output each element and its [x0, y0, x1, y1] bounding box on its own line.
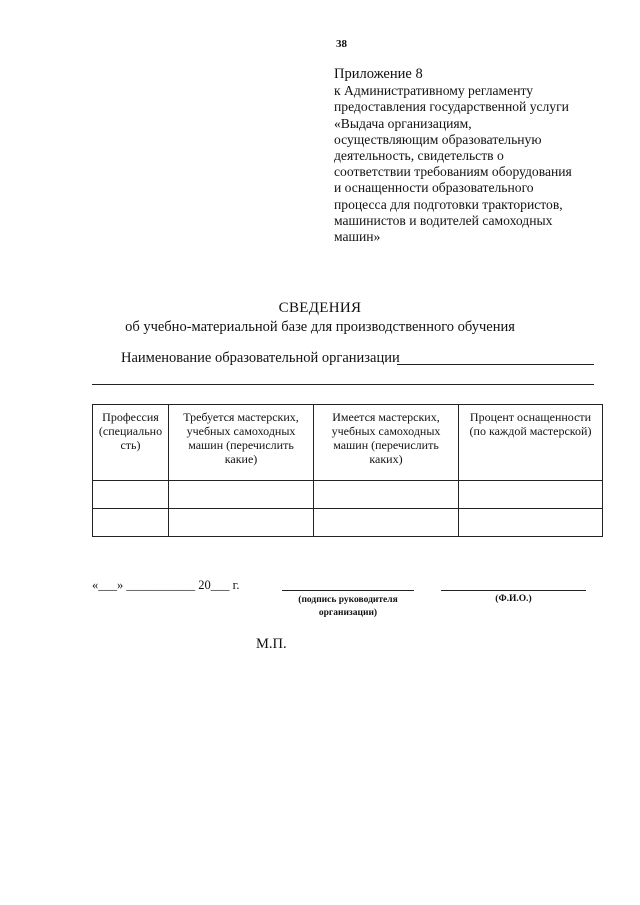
fio-caption: (Ф.И.О.): [495, 594, 532, 604]
organization-name-field[interactable]: [397, 364, 594, 365]
annex-line: и оснащенности образовательного: [334, 180, 534, 196]
table-cell[interactable]: [93, 481, 169, 509]
annex-line: процесса для подготовки трактористов,: [334, 196, 563, 212]
page-number: 38: [336, 38, 347, 50]
organization-name-field-continuation[interactable]: [92, 384, 594, 385]
table-header-row: [93, 405, 603, 481]
document-subheading: об учебно-материальной базе для производственного обучения: [125, 319, 515, 335]
table-row: [93, 509, 603, 537]
equipment-table: [92, 404, 603, 537]
annex-line: машинистов и водителей самоходных: [334, 212, 553, 228]
date-field[interactable]: «___» ___________ 20___ г.: [92, 578, 240, 592]
annex-line: деятельность, свидетельств о: [334, 148, 504, 164]
document-heading: СВЕДЕНИЯ: [278, 300, 362, 316]
column-header-profession: Профессия (специально сть): [93, 405, 169, 481]
table-cell[interactable]: [459, 481, 603, 509]
annex-line: осуществляющим образовательную: [334, 131, 542, 147]
column-header-percent: Процент оснащенности (по каждой мастерской): [459, 405, 603, 481]
table-cell[interactable]: [169, 509, 314, 537]
signature-field[interactable]: [282, 590, 414, 591]
annex-block: [334, 66, 624, 245]
fio-field[interactable]: [441, 590, 586, 591]
table-cell[interactable]: [314, 509, 459, 537]
table-row: [93, 481, 603, 509]
annex-line: к Административному регламенту: [334, 83, 534, 99]
annex-title: Приложение 8: [334, 66, 423, 82]
table-cell[interactable]: [93, 509, 169, 537]
table-cell[interactable]: [314, 481, 459, 509]
annex-line: машин»: [334, 229, 381, 245]
annex-line: соответствии требованиям оборудования: [334, 164, 572, 180]
signature-caption: (подпись руководителя организации): [298, 595, 398, 618]
table-cell[interactable]: [459, 509, 603, 537]
column-header-available: Имеется мастерских, учебных самоходных машин (перечислить каких): [314, 405, 459, 481]
column-header-required: Требуется мастерских, учебных самоходных машин (перечислить какие): [169, 405, 314, 481]
stamp-placeholder: М.П.: [256, 636, 287, 652]
table-cell[interactable]: [169, 481, 314, 509]
organization-name-label: Наименование образовательной организации: [121, 350, 400, 366]
annex-line: предоставления государственной услуги: [334, 99, 569, 115]
annex-line: «Выдача организациям,: [334, 115, 472, 131]
